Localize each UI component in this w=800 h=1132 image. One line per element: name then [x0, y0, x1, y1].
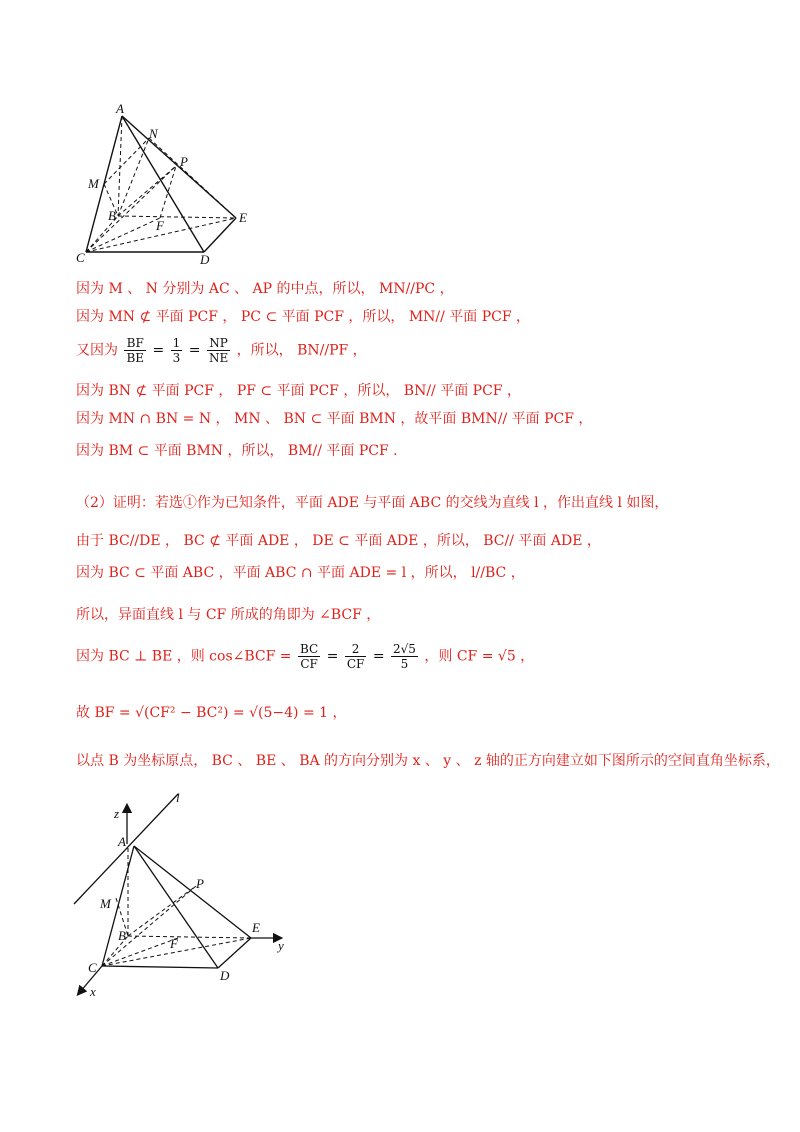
label-M2: M — [100, 896, 111, 911]
frac-num: NP — [207, 336, 230, 351]
line11-suffix: ，则 CF = √5 ， — [424, 648, 535, 665]
fraction-bf-be — [124, 336, 146, 365]
solution-line-2: 因为 MN ⊄ 平面 PCF ， PC ⊂ 平面 PCF ，所以， MN// 平面 PCF ， — [76, 309, 531, 325]
label-z: z — [114, 806, 120, 821]
pyramid-figure-1 — [76, 100, 266, 270]
label-E: E — [239, 210, 247, 225]
solution-line-1: 因为 M 、 N 分别为 AC 、 AP 的中点，所以， MN//PC ， — [76, 281, 454, 297]
solution-line-3 — [76, 336, 367, 365]
label-C: C — [76, 250, 85, 265]
solution-line-9: 因为 BC ⊂ 平面 ABC ，平面 ABC ∩ 平面 ADE = l ，所以， l//BC ， — [76, 565, 525, 581]
label-C2: C — [88, 960, 97, 975]
frac-den: 3 — [172, 351, 181, 365]
label-y: y — [278, 938, 284, 953]
fraction-1-3 — [171, 336, 183, 365]
frac-num: BC — [299, 642, 319, 656]
label-B2: B — [118, 928, 126, 943]
label-P: P — [180, 154, 188, 169]
label-P2: P — [196, 876, 204, 891]
label-D: D — [200, 252, 210, 267]
fraction-np-ne — [207, 336, 230, 365]
solution-line-4: 因为 BN ⊄ 平面 PCF ， PF ⊂ 平面 PCF ，所以， BN// 平面 PCF ， — [76, 383, 521, 399]
label-F: F — [156, 218, 164, 233]
line3-suffix: ，所以， BN//PF ， — [236, 342, 367, 359]
solution-line-6: 因为 BM ⊂ 平面 BMN ，所以， BM// 平面 PCF . — [76, 443, 398, 459]
label-F2: F — [170, 936, 178, 951]
solution-line-8: 由于 BC//DE ， BC ⊄ 平面 ADE ， DE ⊂ 平面 ADE ，所以， BC// 平面 ADE ， — [76, 533, 601, 549]
solution-line-11 — [76, 642, 534, 671]
frac-num: 1 — [172, 336, 181, 350]
fraction-2root5-5 — [391, 642, 418, 671]
frac-den: CF — [300, 657, 318, 671]
frac-den: BE — [126, 351, 145, 365]
fraction-2-cf — [345, 642, 367, 671]
label-M: M — [88, 176, 99, 191]
equals-sign: = — [372, 648, 385, 665]
solution-line-7: （2）证明：若选①作为已知条件，平面 ADE 与平面 ABC 的交线为直线 l ，作出直线 l 如图， — [76, 495, 669, 511]
frac-num: 2√5 — [393, 642, 416, 656]
frac-den: NE — [208, 351, 229, 365]
label-A: A — [116, 101, 124, 116]
solution-line-13: 以点 B 为坐标原点， BC 、 BE 、 BA 的方向分别为 x 、 y 、 z 轴的正方向建立如下图所示的空间直角坐标系， — [76, 753, 780, 769]
frac-den: 5 — [400, 657, 409, 671]
label-B: B — [108, 208, 116, 223]
line11-prefix: 因为 BC ⊥ BE ，则 cos∠BCF = — [76, 648, 292, 665]
equals-sign: = — [152, 342, 165, 359]
frac-num: BF — [124, 336, 146, 351]
label-x: x — [90, 984, 96, 999]
label-A2: A — [118, 834, 126, 849]
label-D2: D — [220, 968, 230, 983]
line3-prefix: 又因为 — [76, 342, 118, 359]
frac-den: CF — [346, 657, 365, 671]
solution-line-5: 因为 MN ∩ BN = N ， MN 、 BN ⊂ 平面 BMN ，故平面 BMN// 平面 PCF ， — [76, 411, 593, 427]
equals-sign: = — [326, 648, 339, 665]
label-N: N — [149, 126, 158, 141]
label-E2: E — [252, 920, 260, 935]
frac-num: 2 — [345, 642, 367, 657]
label-l: l — [176, 790, 180, 805]
equals-sign: = — [188, 342, 201, 359]
solution-line-10: 所以，异面直线 l 与 CF 所成的角即为 ∠BCF ， — [76, 607, 381, 623]
coordinate-pyramid-figure-2 — [66, 786, 306, 1001]
fraction-bc-cf — [298, 642, 320, 671]
solution-line-12: 故 BF = √(CF² − BC²) = √(5−4) = 1 ， — [76, 705, 347, 721]
